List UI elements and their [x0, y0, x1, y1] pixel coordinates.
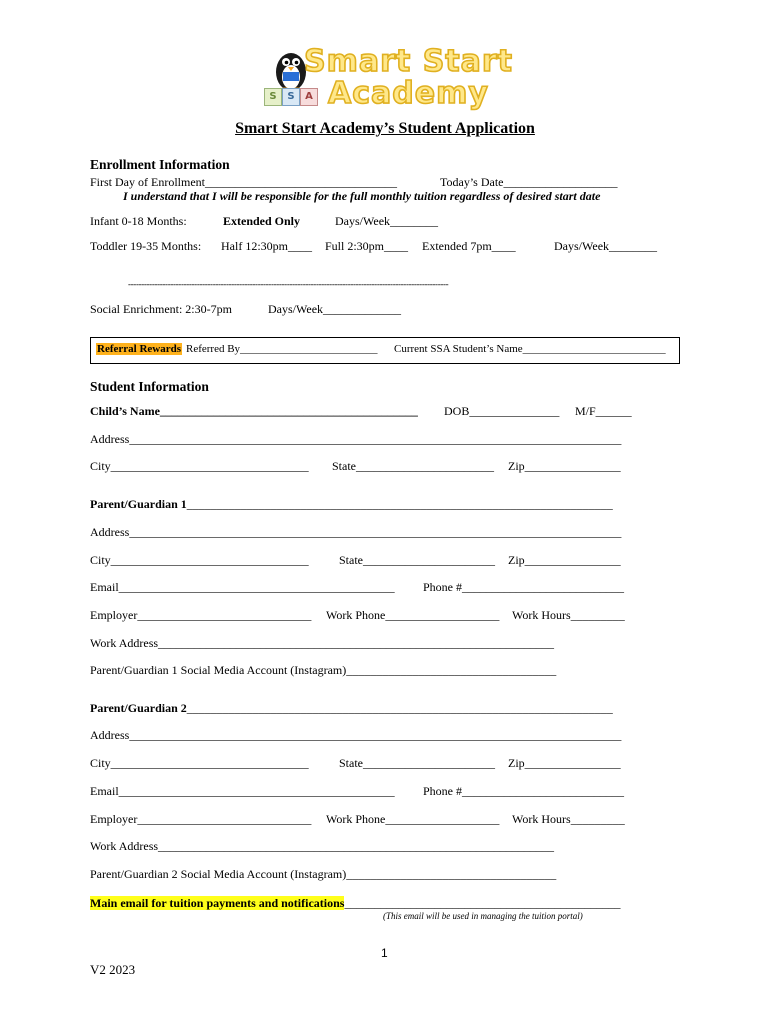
sex-field[interactable]: M/F______	[575, 404, 632, 418]
guardian2-phone-field[interactable]: Phone #___________________________	[423, 784, 624, 798]
infant-days-field[interactable]: Days/Week________	[335, 214, 439, 228]
guardian2-heading-label: Parent/Guardian 2	[90, 701, 187, 715]
infant-label: Infant 0-18 Months:	[90, 214, 187, 228]
guardian1-city-field[interactable]: City_________________________________	[90, 553, 309, 567]
main-email-row	[90, 896, 620, 911]
toddler-days-field[interactable]: Days/Week________	[554, 239, 658, 253]
logo-line-2: Academy	[328, 76, 489, 111]
social-days-field[interactable]: Days/Week_____________	[268, 302, 402, 316]
block-s2: S	[282, 88, 300, 106]
guardian2-work-address-field[interactable]: Work Address__________________________________________________________________	[90, 839, 555, 853]
guardian1-work-hours-field[interactable]: Work Hours_________	[512, 608, 625, 622]
first-day-field[interactable]: First Day of Enrollment________________________________	[90, 175, 397, 189]
guardian1-employer-field[interactable]: Employer_____________________________	[90, 608, 312, 622]
referred-by-field[interactable]: Referred By_________________________	[186, 343, 378, 355]
guardian1-zip-field[interactable]: Zip________________	[508, 553, 621, 567]
toddler-extended-field[interactable]: Extended 7pm____	[422, 239, 516, 253]
guardian2-city-field[interactable]: City_________________________________	[90, 756, 309, 770]
referral-rewards-badge: Referral Rewards	[97, 343, 181, 355]
social-enrichment-label: Social Enrichment: 2:30-7pm	[90, 302, 232, 316]
page-title: Smart Start Academy’s Student Application	[235, 120, 535, 137]
version-label: V2 2023	[90, 962, 136, 977]
toddler-full-field[interactable]: Full 2:30pm____	[325, 239, 409, 253]
alphabet-blocks	[264, 88, 318, 106]
main-email-field[interactable]: ______________________________________________	[344, 896, 621, 910]
guardian2-email-field[interactable]: Email______________________________________________	[90, 784, 395, 798]
guardian1-email-field[interactable]: Email______________________________________________	[90, 580, 395, 594]
guardian1-phone-field[interactable]: Phone #___________________________	[423, 580, 624, 594]
logo	[262, 42, 512, 112]
main-email-label: Main email for tuition payments and notifications	[90, 896, 345, 910]
logo-line-1: Smart Start	[304, 44, 514, 79]
section-divider: -------------------------------------------------------------------------------------------------------------------------	[128, 279, 449, 289]
enrollment-heading: Enrollment Information	[90, 157, 230, 172]
todays-date-field[interactable]: Today’s Date___________________	[440, 175, 618, 189]
guardian1-heading	[90, 497, 613, 512]
block-s1: S	[264, 88, 282, 106]
guardian1-social-media-field[interactable]: Parent/Guardian 1 Social Media Account (Instagram)___________________________________	[90, 663, 557, 677]
toddler-half-field[interactable]: Half 12:30pm____	[221, 239, 312, 253]
main-email-note: (This email will be used in managing the tuition portal)	[383, 911, 583, 921]
guardian2-work-hours-field[interactable]: Work Hours_________	[512, 812, 625, 826]
guardian2-work-phone-field[interactable]: Work Phone___________________	[326, 812, 500, 826]
guardian1-heading-label: Parent/Guardian 1	[90, 497, 187, 511]
toddler-label: Toddler 19-35 Months:	[90, 239, 202, 253]
guardian2-employer-field[interactable]: Employer_____________________________	[90, 812, 312, 826]
student-state-field[interactable]: State_______________________	[332, 459, 494, 473]
student-address-field[interactable]: Address__________________________________________________________________________________	[90, 432, 622, 446]
guardian1-name-line[interactable]: _______________________________________________________________________	[186, 497, 613, 511]
infant-option: Extended Only	[223, 214, 301, 228]
guardian2-social-media-field[interactable]: Parent/Guardian 2 Social Media Account (Instagram)___________________________________	[90, 867, 557, 881]
block-a: A	[300, 88, 318, 106]
page-number: 1	[381, 946, 388, 960]
student-heading: Student Information	[90, 379, 209, 394]
guardian1-state-field[interactable]: State______________________	[339, 553, 495, 567]
dob-field[interactable]: DOB_______________	[444, 404, 560, 418]
guardian1-address-field[interactable]: Address__________________________________________________________________________________	[90, 525, 622, 539]
current-student-field[interactable]: Current SSA Student’s Name__________________________	[394, 343, 666, 355]
guardian1-work-address-field[interactable]: Work Address__________________________________________________________________	[90, 636, 555, 650]
tuition-notice: I understand that I will be responsible for the full monthly tuition regardless of desired start date	[123, 189, 601, 203]
student-zip-field[interactable]: Zip________________	[508, 459, 621, 473]
guardian2-heading	[90, 701, 613, 716]
guardian2-zip-field[interactable]: Zip________________	[508, 756, 621, 770]
guardian2-state-field[interactable]: State______________________	[339, 756, 495, 770]
child-name-field[interactable]: Child’s Name___________________________________________	[90, 404, 418, 418]
guardian2-name-line[interactable]: _______________________________________________________________________	[186, 701, 613, 715]
student-city-field[interactable]: City_________________________________	[90, 459, 309, 473]
guardian1-work-phone-field[interactable]: Work Phone___________________	[326, 608, 500, 622]
guardian2-address-field[interactable]: Address__________________________________________________________________________________	[90, 728, 622, 742]
